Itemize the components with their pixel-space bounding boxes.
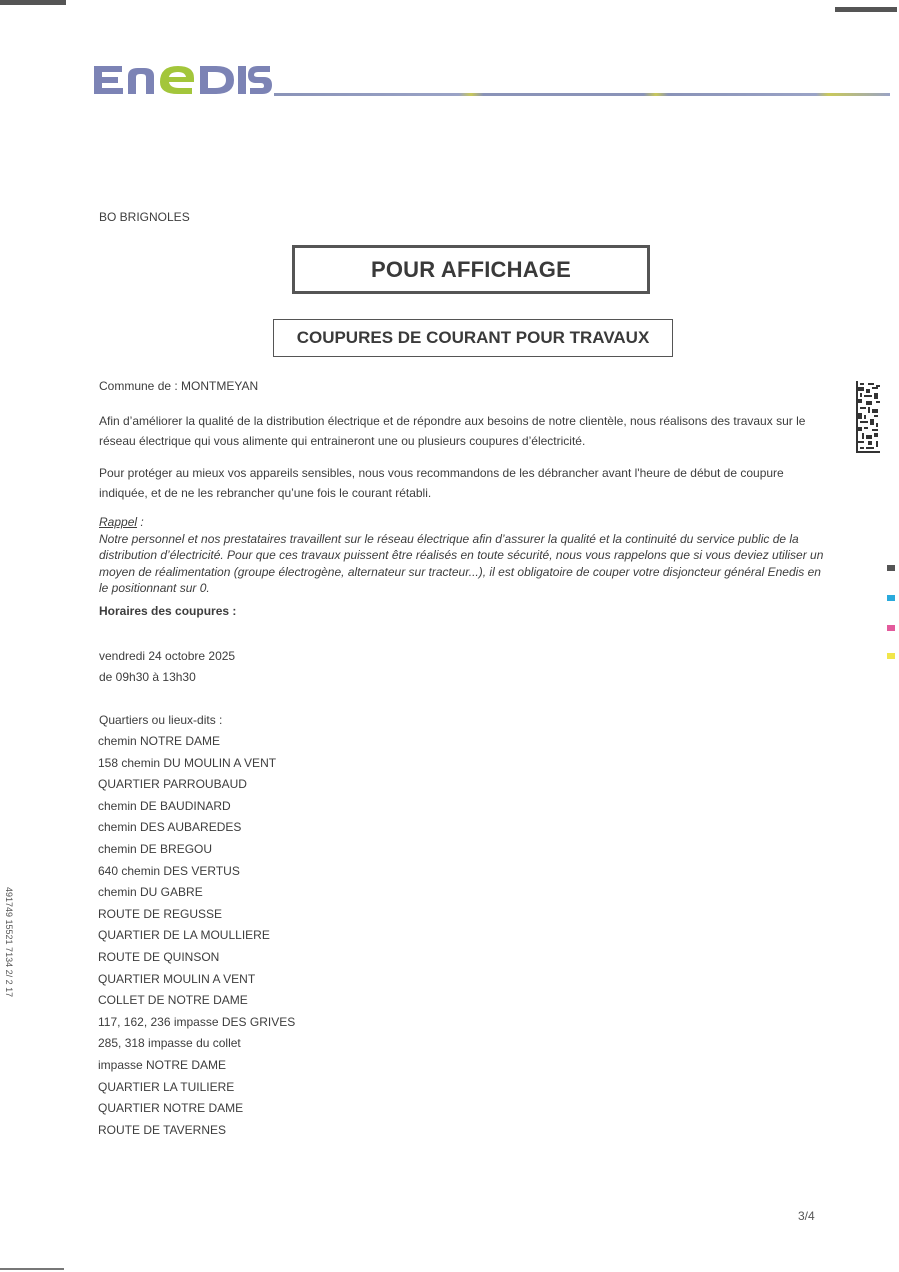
list-item: ROUTE DE TAVERNES xyxy=(98,1122,227,1137)
agency-name: BO BRIGNOLES xyxy=(99,210,190,224)
intro-paragraph: Afin d’améliorer la qualité de la distribution électrique et de répondre aux besoins de notre clientèle, nous réalisons des travaux sur le réseau électrique qui vous alimente qui entraineront une ou plusieurs coupures d’électricité. xyxy=(99,414,806,448)
list-item: 117, 162, 236 impasse DES GRIVES xyxy=(98,1014,296,1029)
subtitle-box xyxy=(273,319,673,357)
list-item: ROUTE DE REGUSSE xyxy=(98,906,223,921)
list-item: impasse NOTRE DAME xyxy=(98,1057,227,1072)
places-list xyxy=(98,731,295,1141)
places-title: Quartiers ou lieux-dits : xyxy=(99,713,223,727)
scan-mark-bottom-left xyxy=(0,1268,64,1270)
enedis-logo xyxy=(92,58,272,102)
list-item: 158 chemin DU MOULIN A VENT xyxy=(98,755,277,770)
subtitle: COUPURES DE COURANT POUR TRAVAUX xyxy=(296,328,650,347)
print-mark-magenta xyxy=(887,625,895,631)
list-item: chemin NOTRE DAME xyxy=(98,734,221,748)
reminder-block: Rappel : Notre personnel et nos prestataires travaillent sur le réseau électrique afin d’assurer la qualité et la continuité du service public de la distribution d’électricité. Pour que ces travaux puissent être réalisés en toute sécurité, nous vous rappelons que si vous deviez utiliser un moyen de réalimentation (groupe électrogène, alternateur sur tracteur...), il est obligatoire de couper votre disjoncteur général Enedis en le positionnant sur 0. xyxy=(99,515,824,595)
side-print-code: 491749 15521 7134 2/ 2 17 xyxy=(4,887,14,998)
schedule-date: vendredi 24 octobre 2025 xyxy=(99,649,236,663)
header-rule xyxy=(274,93,890,96)
list-item: QUARTIER DE LA MOULLIERE xyxy=(98,928,270,943)
print-mark-yellow xyxy=(887,653,895,659)
list-item: QUARTIER MOULIN A VENT xyxy=(98,971,256,986)
list-item: chemin DU GABRE xyxy=(98,885,203,900)
list-item: chemin DE BREGOU xyxy=(98,841,213,856)
list-item: COLLET DE NOTRE DAME xyxy=(98,993,248,1008)
list-item: QUARTIER PARROUBAUD xyxy=(98,777,247,792)
scan-mark-top-right xyxy=(835,7,897,12)
banner-box xyxy=(292,245,650,294)
schedule-hours: de 09h30 à 13h30 xyxy=(99,670,196,684)
list-item: QUARTIER LA TUILIERE xyxy=(98,1079,235,1094)
list-item: QUARTIER NOTRE DAME xyxy=(98,1101,244,1116)
list-item: 285, 318 impasse du collet xyxy=(98,1036,241,1051)
banner-title: POUR AFFICHAGE xyxy=(371,256,571,282)
list-item: chemin DES AUBAREDES xyxy=(98,820,242,835)
scan-mark-top-left xyxy=(0,0,66,5)
print-mark-cyan xyxy=(887,595,895,601)
print-mark-black xyxy=(887,565,895,571)
datamatrix-code-icon xyxy=(856,381,880,453)
reminder-body: Notre personnel et nos prestataires travaillent sur le réseau électrique afin d’assurer la qualité et la continuité du service public de la distribution d’électricité. Pour que ces travaux puissent être réalisés en toute sécurité, nous vous rappelons que si vous deviez utiliser un moyen de réalimentation (groupe électrogène, alternateur sur tracteur...), il est obligatoire de couper votre disjoncteur général Enedis en le positionnant sur 0. xyxy=(99,531,824,595)
schedule-title: Horaires des coupures : xyxy=(99,604,237,618)
advice-paragraph: Pour protéger au mieux vos appareils sensibles, nous vous recommandons de les débrancher avant l'heure de début de coupure indiquée, et de ne les rebrancher qu’une fois le courant rétabli. xyxy=(99,466,784,500)
reminder-title: Rappel xyxy=(99,515,138,529)
page-number: 3/4 xyxy=(798,1209,815,1223)
list-item: ROUTE DE QUINSON xyxy=(98,949,220,964)
list-item: 640 chemin DES VERTUS xyxy=(98,863,240,878)
commune-line: Commune de : MONTMEYAN xyxy=(99,379,259,393)
list-item: chemin DE BAUDINARD xyxy=(98,798,231,813)
